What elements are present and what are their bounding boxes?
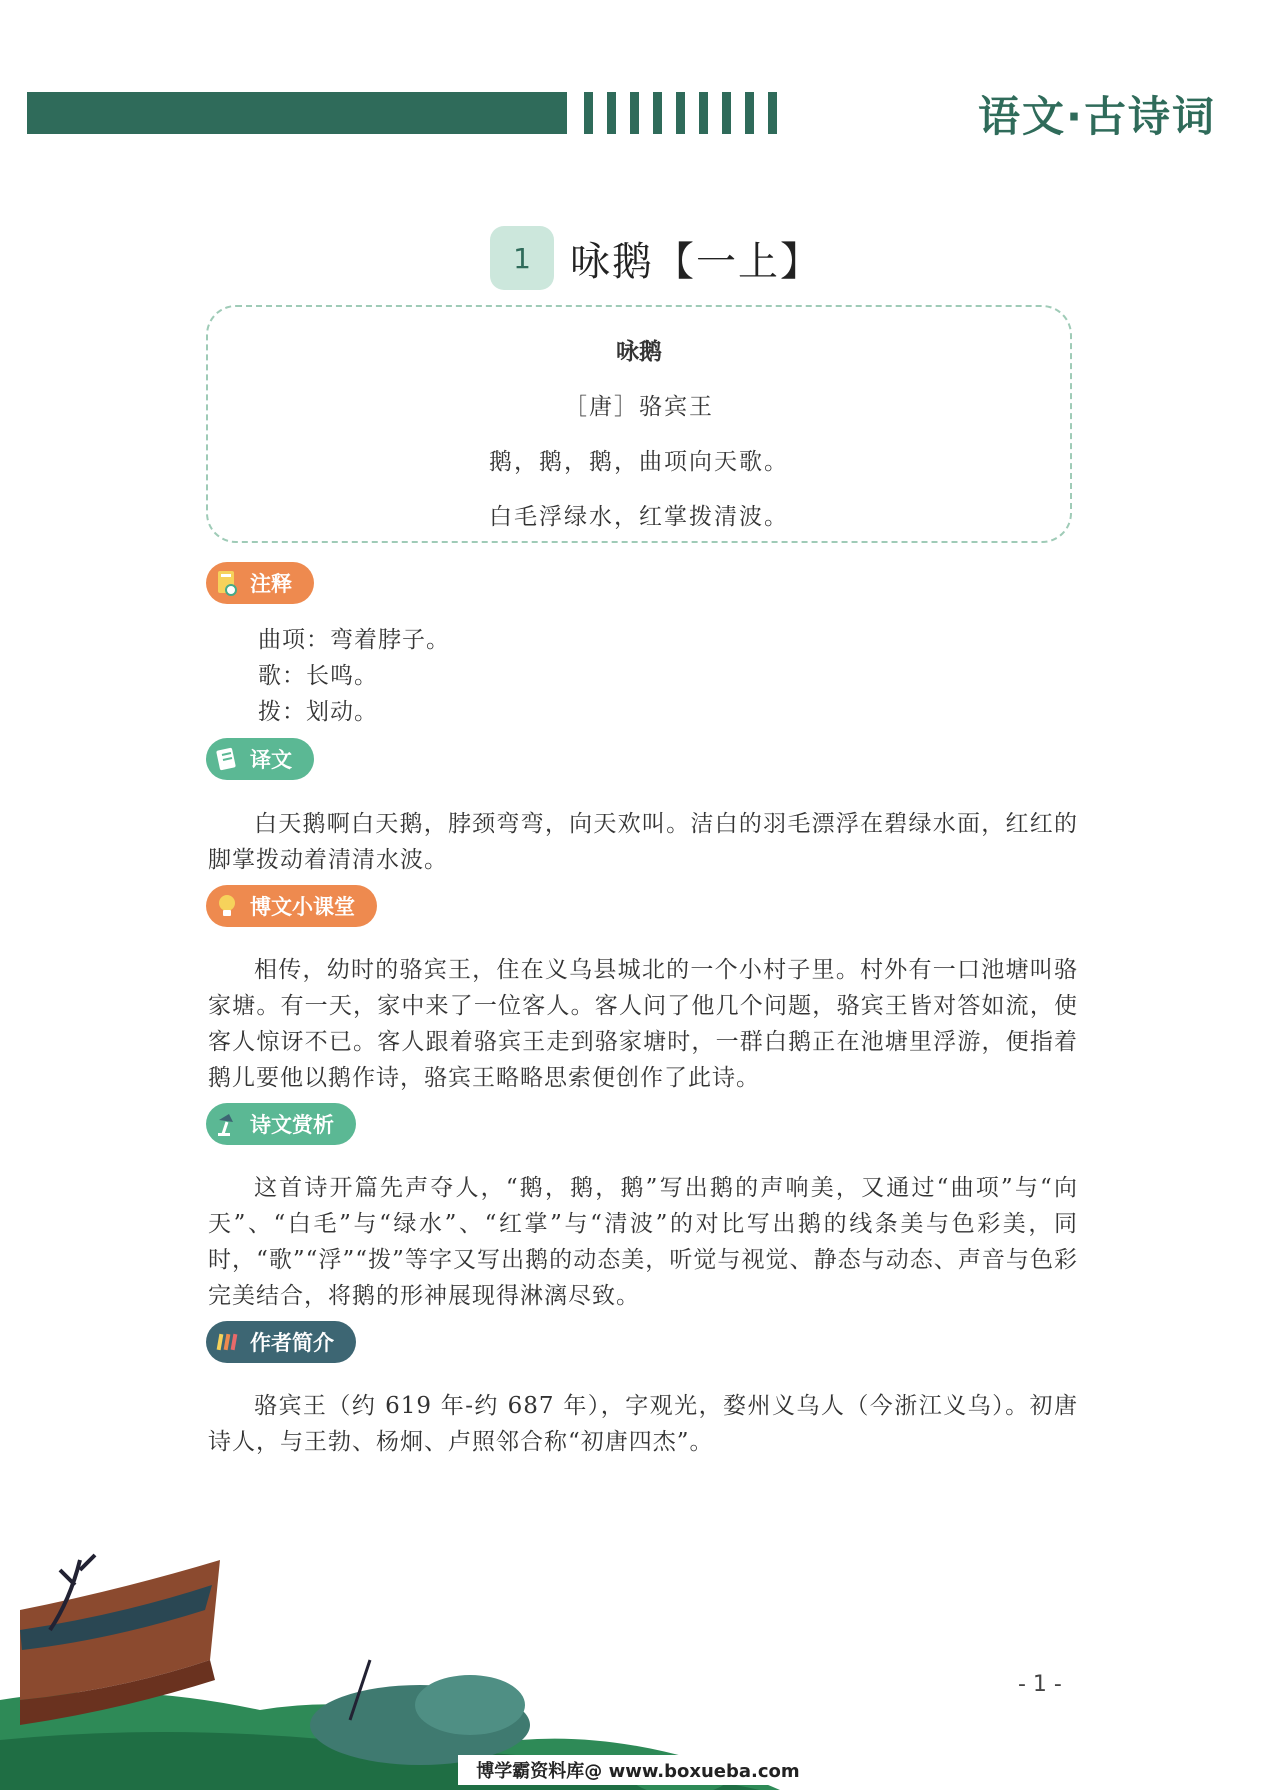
note-item: 曲项：弯着脖子。 (258, 627, 450, 653)
note-item: 歌：长鸣。 (258, 663, 378, 689)
watermark: 博学霸资料库@ www.boxueba.com (458, 1755, 818, 1785)
poem-line: 白毛浮绿水，红掌拨清波。 (489, 504, 789, 530)
section-author-label: 作者简介 (250, 1331, 334, 1355)
poem-author: ［唐］骆宾王 (564, 394, 714, 420)
author-text-block (208, 1388, 1078, 1460)
page-number: - 1 - (1018, 1672, 1062, 1697)
section-notes-header (206, 562, 314, 604)
author-text: 骆宾王（约 619 年-约 687 年），字观光，婺州义乌人（今浙江义乌）。初唐诗人，与王勃、杨炯、卢照邻合称“初唐四杰”。 (208, 1393, 1078, 1455)
section-analysis-header (206, 1103, 356, 1145)
header-bar (27, 92, 567, 134)
note-item: 拨：划动。 (258, 699, 378, 725)
section-classroom-label: 博文小课堂 (250, 895, 355, 919)
classroom-text: 相传，幼时的骆宾王，住在义乌县城北的一个小村子里。村外有一口池塘叫骆家塘。有一天，家中来了一位客人。客人问了他几个问题，骆宾王皆对答如流，使客人惊讶不已。客人跟着骆宾王走到骆家塘时，一群白鹅正在池塘里浮游，便指着鹅儿要他以鹅作诗，骆宾王略略思索便创作了此诗。 (208, 957, 1078, 1091)
translation-text-block (208, 806, 1078, 878)
notes-list (258, 622, 450, 730)
lesson-title: 咏鹅【一上】 (570, 239, 822, 285)
pencils-icon (212, 1327, 242, 1357)
lesson-number-badge: 1 (490, 226, 554, 290)
poem-box (206, 305, 1072, 543)
section-translation-label: 译文 (250, 748, 292, 772)
section-classroom-header (206, 885, 377, 927)
subject-title: 语文·古诗词 (978, 92, 1216, 141)
section-author-header (206, 1321, 356, 1363)
classroom-text-block (208, 952, 1078, 1096)
footer-illustration (0, 1540, 800, 1790)
translation-text: 白天鹅啊白天鹅，脖颈弯弯，向天欢叫。洁白的羽毛漂浮在碧绿水面，红红的脚掌拨动着清清水波。 (208, 811, 1078, 873)
section-notes-label: 注释 (250, 572, 292, 596)
section-analysis-label: 诗文赏析 (250, 1113, 334, 1137)
header-stripes (584, 92, 777, 134)
section-translation-header (206, 738, 314, 780)
analysis-text-block (208, 1170, 1078, 1314)
poem-line: 鹅，鹅，鹅，曲项向天歌。 (489, 449, 789, 475)
lightbulb-icon (212, 891, 242, 921)
notepad-icon (212, 744, 242, 774)
poem-title: 咏鹅 (616, 338, 662, 365)
analysis-text: 这首诗开篇先声夺人，“鹅，鹅，鹅”写出鹅的声响美，又通过“曲项”与“向天”、“白毛”与“绿水”、“红掌”与“清波”的对比写出鹅的线条美与色彩美，同时，“歌”“浮”“拨”等字又写出鹅的动态美，听觉与视觉、静态与动态、声音与色彩完美结合，将鹅的形神展现得淋漓尽致。 (208, 1175, 1078, 1309)
lamp-icon (212, 1109, 242, 1139)
book-icon (212, 568, 242, 598)
